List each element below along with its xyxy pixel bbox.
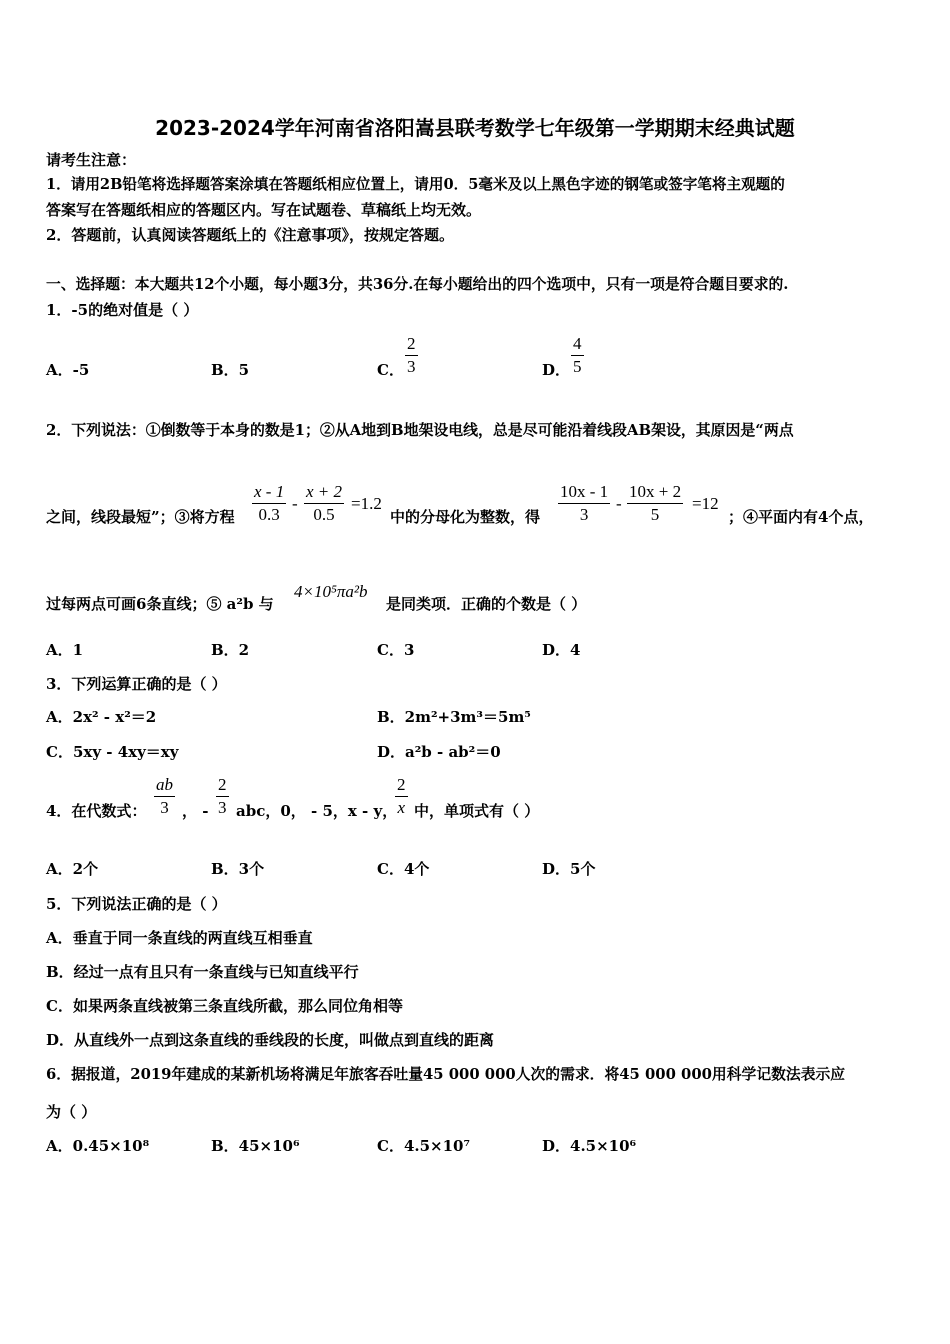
denominator: 0.5 — [313, 505, 335, 524]
q1-option-d-label: D． — [542, 361, 571, 379]
q4-option-a: A．2个 — [46, 860, 99, 878]
q4-separator: ， - — [182, 802, 209, 820]
q2-option-b: B．2 — [211, 641, 250, 659]
q6-line-1: 6．据报道，2019年建成的某新机场将满足年旅客吞吐量45 000 000人次的需求．将45 000 000用科学记数法表示应 — [46, 1066, 846, 1083]
denominator: 0.3 — [258, 505, 280, 524]
q6-option-d: D．4.5×10⁶ — [542, 1137, 637, 1155]
numerator: x + 2 — [306, 482, 343, 501]
q2-line-3b: 是同类项．正确的个数是（ ） — [386, 595, 587, 613]
page-title: 2023-2024学年河南省洛阳嵩县联考数学七年级第一学期期末经典试题 — [155, 116, 795, 140]
q2-eq1-frac-2 — [304, 482, 344, 525]
q3-option-d: D．a²b - ab²＝0 — [377, 743, 501, 761]
q1-option-c-label: C． — [377, 361, 404, 379]
q5-option-c: C．如果两条直线被第三条直线所截，那么同位角相等 — [46, 997, 403, 1015]
numerator: 4 — [573, 334, 582, 353]
notice-heading: 请考生注意： — [46, 151, 137, 169]
denominator: x — [397, 798, 406, 817]
denominator: 3 — [407, 357, 416, 376]
q4-fraction-3 — [395, 775, 408, 818]
numerator: 2 — [397, 775, 406, 794]
q1-option-a: A．-5 — [46, 361, 90, 379]
q2-eq2-frac-1 — [558, 482, 610, 525]
q2-eq1-frac-1 — [252, 482, 286, 525]
q2-line-2a: 之间，线段最短”；③将方程 — [46, 508, 235, 526]
q2-eq2-frac-2 — [627, 482, 683, 525]
q2-line-1: 2．下列说法：①倒数等于本身的数是1；②从A地到B地架设电线，总是尽可能沿着线段AB架设，其原因是“两点 — [46, 421, 794, 439]
denominator: 5 — [650, 505, 660, 524]
denominator: 3 — [579, 505, 589, 524]
q2-eq1-rhs: =1.2 — [351, 494, 382, 513]
q6-line-2: 为（ ） — [46, 1103, 97, 1121]
numerator: 2 — [407, 334, 416, 353]
denominator: 5 — [573, 357, 582, 376]
q6-option-b: B．45×10⁶ — [211, 1137, 300, 1155]
q3-option-c: C．5xy - 4xy＝xy — [46, 743, 179, 761]
q4-option-b: B．3个 — [211, 860, 265, 878]
q2-line-3a: 过每两点可画6条直线；⑤ a²b 与 — [46, 595, 274, 613]
numerator: 10x - 1 — [560, 482, 609, 501]
q2-option-a: A．1 — [46, 641, 84, 659]
q2-eq1-op: - — [292, 494, 298, 513]
q4-middle: abc，0， - 5，x - y， — [236, 802, 398, 820]
q1-stem: 1．-5的绝对值是（ ） — [46, 301, 199, 319]
q4-fraction-2 — [216, 775, 229, 818]
q4-stem-a: 4．在代数式： — [46, 802, 147, 820]
q6-option-c: C．4.5×10⁷ — [377, 1137, 471, 1155]
numerator: 2 — [218, 775, 227, 794]
q2-eq2-op: - — [616, 494, 622, 513]
q2-option-d: D．4 — [542, 641, 581, 659]
q2-line-2b: 中的分母化为整数，得 — [390, 508, 541, 526]
q2-option-c: C．3 — [377, 641, 415, 659]
notice-line-2: 2．答题前，认真阅读答题纸上的《注意事项》，按规定答题。 — [46, 226, 454, 244]
q4-option-d: D．5个 — [542, 860, 596, 878]
q5-option-d: D．从直线外一点到这条直线的垂线段的长度，叫做点到直线的距离 — [46, 1031, 495, 1049]
q3-option-a: A．2x² - x²＝2 — [46, 708, 157, 726]
section-heading: 一、选择题：本大题共12个小题，每小题3分，共36分.在每小题给出的四个选项中，只有一项是符合题目要求的. — [46, 276, 789, 293]
q6-option-a: A．0.45×10⁸ — [46, 1137, 150, 1155]
q5-option-a: A．垂直于同一条直线的两直线互相垂直 — [46, 929, 313, 947]
notice-line-1: 1．请用2B铅笔将选择题答案涂填在答题纸相应位置上，请用0．5毫米及以上黑色字迹的钢笔或签字笔将主观题的 — [46, 176, 785, 193]
q4-option-c: C．4个 — [377, 860, 430, 878]
q2-expression: 4×10⁵πa²b — [294, 582, 368, 601]
q2-line-2c: ；④平面内有4个点， — [728, 508, 874, 526]
q4-stem-b: 中，单项式有（ ） — [414, 802, 540, 820]
numerator: x - 1 — [254, 482, 285, 501]
q5-stem: 5．下列说法正确的是（ ） — [46, 895, 227, 913]
numerator: 10x + 2 — [629, 482, 682, 501]
q1-option-b: B．5 — [211, 361, 250, 379]
q3-stem: 3．下列运算正确的是（ ） — [46, 675, 227, 693]
q1-option-d-fraction — [571, 334, 584, 377]
denominator: 3 — [218, 798, 227, 817]
q5-option-b: B．经过一点有且只有一条直线与已知直线平行 — [46, 963, 359, 981]
numerator: ab — [156, 775, 173, 794]
notice-line-1b: 答案写在答题纸相应的答题区内。写在试题卷、草稿纸上均无效。 — [46, 201, 482, 219]
q4-fraction-1 — [154, 775, 175, 818]
q3-option-b: B．2m²+3m³＝5m⁵ — [377, 708, 531, 726]
q1-option-c-fraction — [405, 334, 418, 377]
q2-eq2-rhs: =12 — [692, 494, 719, 513]
denominator: 3 — [160, 798, 169, 817]
